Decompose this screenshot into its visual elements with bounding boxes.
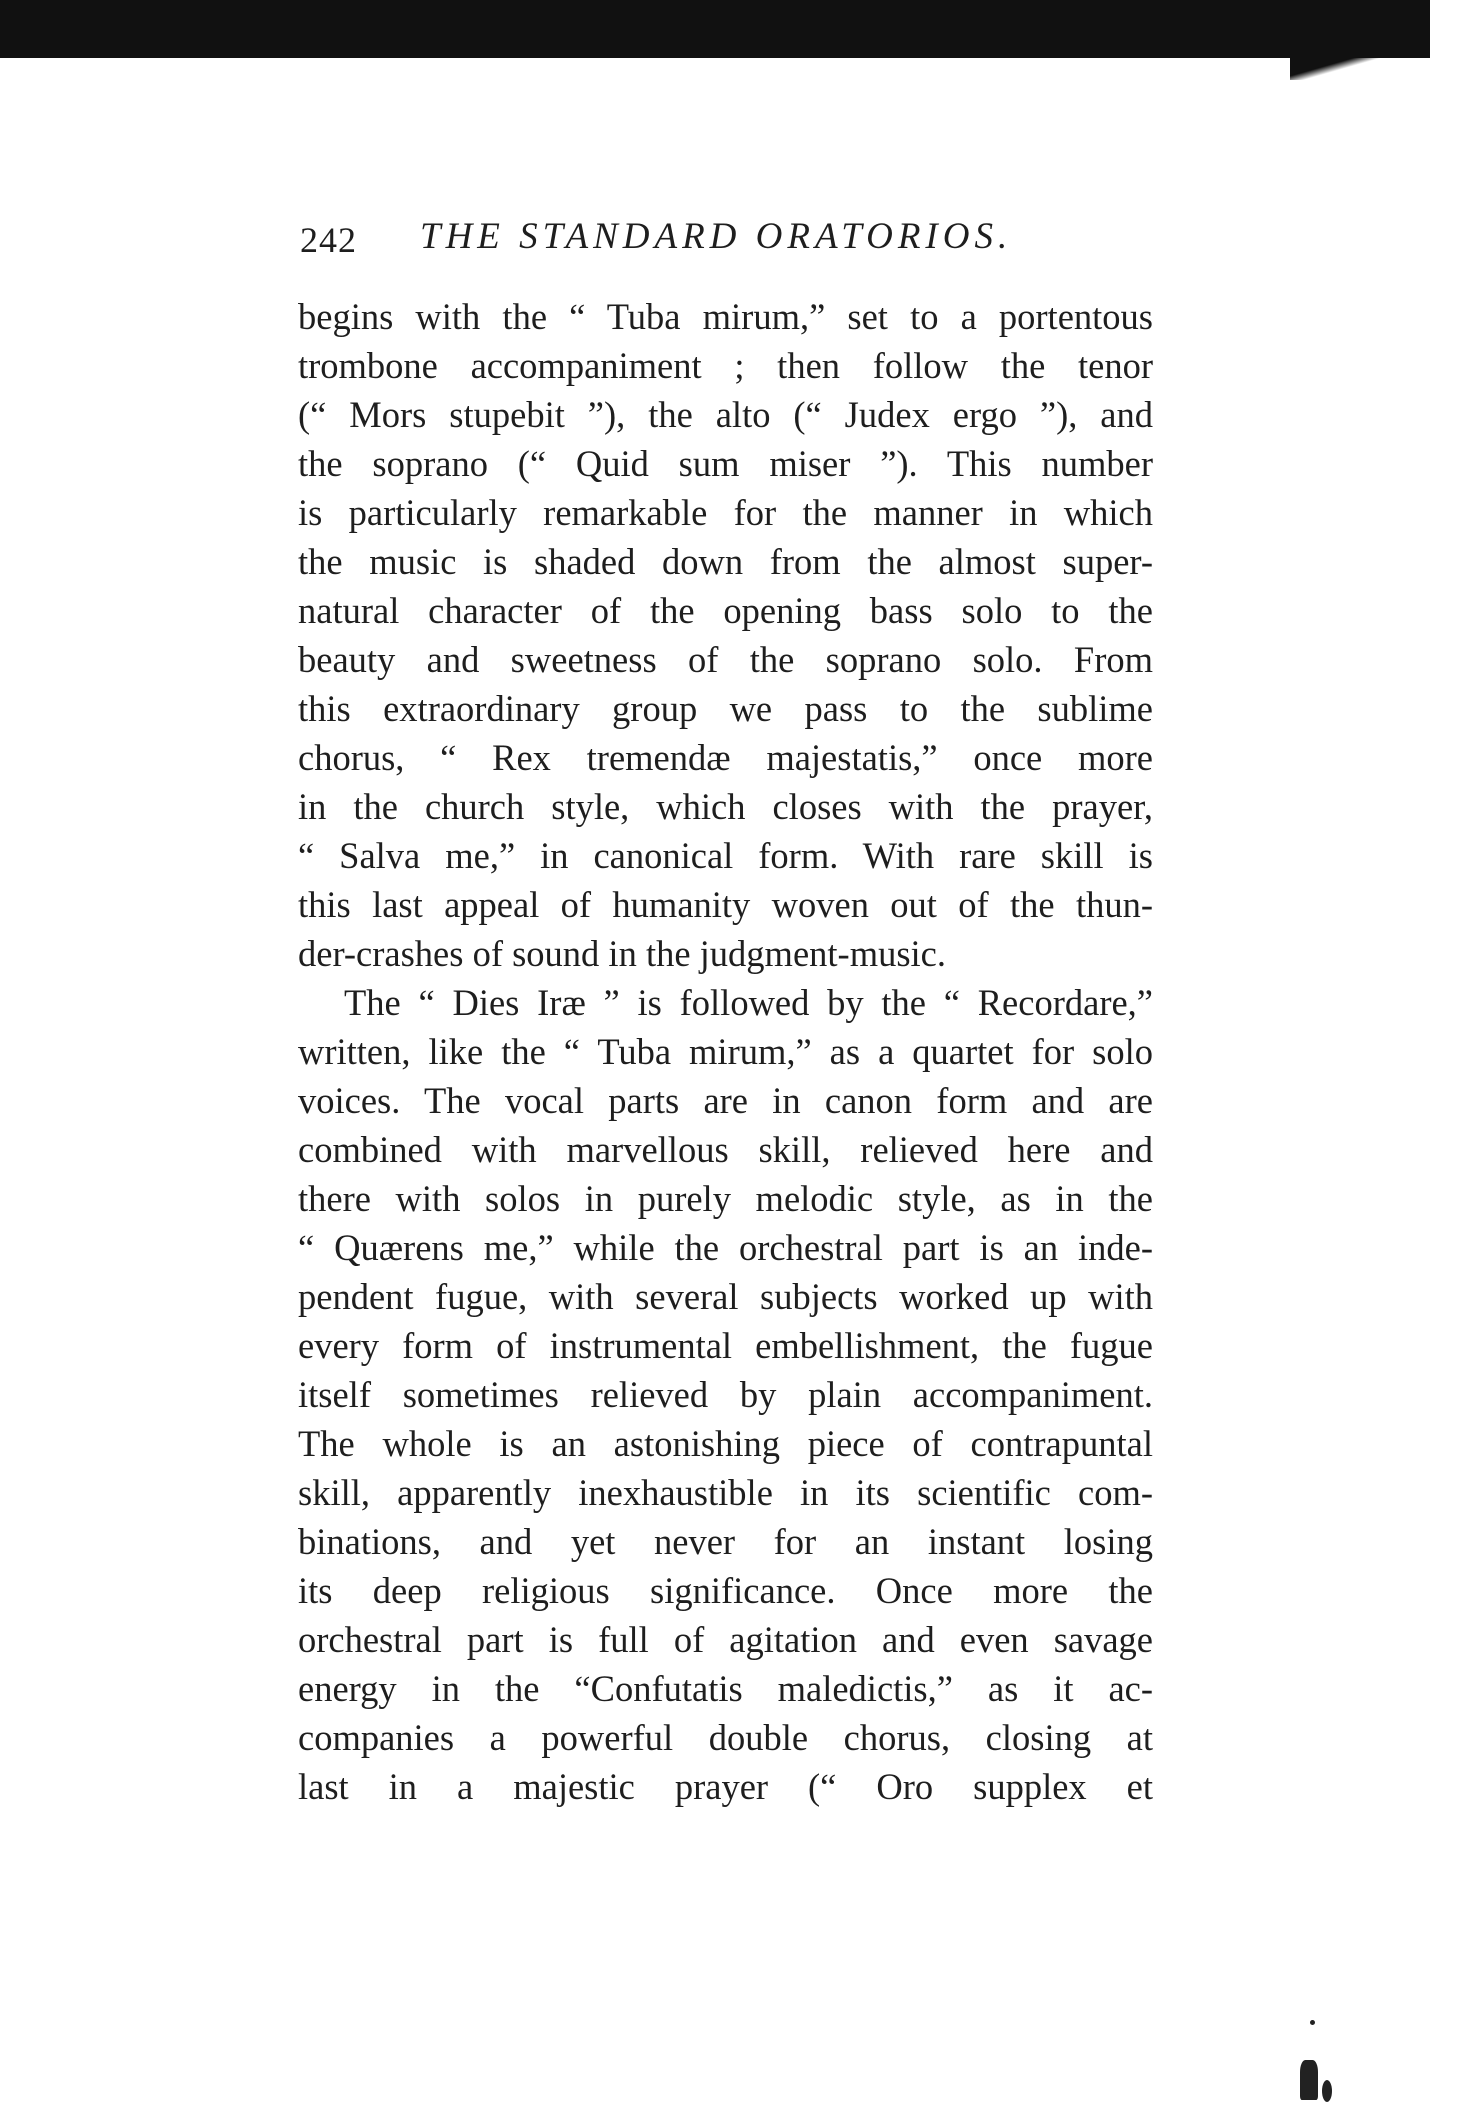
text-line: pendent fugue, with several subjects worked up with bbox=[298, 1276, 1153, 1317]
text-line: (“ Mors stupebit ”), the alto (“ Judex ergo ”), and bbox=[298, 394, 1153, 435]
text-line: the soprano (“ Quid sum miser ”). This number bbox=[298, 443, 1153, 484]
text-line: binations, and yet never for an instant losing bbox=[298, 1521, 1153, 1562]
text-line: itself sometimes relieved by plain accompaniment. bbox=[298, 1374, 1153, 1415]
scan-speck bbox=[1310, 2020, 1315, 2025]
scan-specks bbox=[1270, 1960, 1350, 2110]
text-line: skill, apparently inexhaustible in its scientific com- bbox=[298, 1472, 1153, 1513]
text-line: every form of instrumental embellishment, the fugue bbox=[298, 1325, 1153, 1366]
text-line: companies a powerful double chorus, closing at bbox=[298, 1717, 1153, 1758]
text-line: “ Salva me,” in canonical form. With rare skill is bbox=[298, 835, 1153, 876]
text-line: voices. The vocal parts are in canon form and are bbox=[298, 1080, 1153, 1121]
scan-speck bbox=[1322, 2080, 1332, 2102]
text-line: its deep religious significance. Once more the bbox=[298, 1570, 1153, 1611]
scan-edge-bar-tail bbox=[1290, 40, 1430, 80]
text-line: der-crashes of sound in the judgment-music. bbox=[298, 933, 946, 974]
text-line: last in a majestic prayer (“ Oro supplex et bbox=[298, 1766, 1153, 1807]
text-line: natural character of the opening bass solo to the bbox=[298, 590, 1153, 631]
text-line: trombone accompaniment ; then follow the tenor bbox=[298, 345, 1153, 386]
text-line: orchestral part is full of agitation and even savage bbox=[298, 1619, 1153, 1660]
text-line: The “ Dies Iræ ” is followed by the “ Recordare,” bbox=[344, 982, 1153, 1023]
text-line: this extraordinary group we pass to the sublime bbox=[298, 688, 1153, 729]
text-line: written, like the “ Tuba mirum,” as a quartet for solo bbox=[298, 1031, 1153, 1072]
text-line: beauty and sweetness of the soprano solo. From bbox=[298, 639, 1153, 680]
scan-edge-bar bbox=[0, 0, 1430, 58]
text-line: energy in the “Confutatis maledictis,” as it ac- bbox=[298, 1668, 1153, 1709]
body-text bbox=[298, 292, 1153, 1811]
text-line: The whole is an astonishing piece of contrapuntal bbox=[298, 1423, 1153, 1464]
text-line: is particularly remarkable for the manner in which bbox=[298, 492, 1153, 533]
text-line: begins with the “ Tuba mirum,” set to a portentous bbox=[298, 296, 1153, 337]
text-line: “ Quærens me,” while the orchestral part is an inde- bbox=[298, 1227, 1153, 1268]
running-title: THE STANDARD ORATORIOS. bbox=[420, 216, 1013, 257]
scan-speck bbox=[1300, 2060, 1318, 2100]
text-line: in the church style, which closes with the prayer, bbox=[298, 786, 1153, 827]
text-line: this last appeal of humanity woven out of the thun- bbox=[298, 884, 1153, 925]
page-number: 242 bbox=[300, 220, 357, 260]
text-line: chorus, “ Rex tremendæ majestatis,” once more bbox=[298, 737, 1153, 778]
text-line: combined with marvellous skill, relieved here and bbox=[298, 1129, 1153, 1170]
page-header bbox=[300, 215, 1180, 275]
text-line: the music is shaded down from the almost super- bbox=[298, 541, 1153, 582]
text-line: there with solos in purely melodic style, as in the bbox=[298, 1178, 1153, 1219]
